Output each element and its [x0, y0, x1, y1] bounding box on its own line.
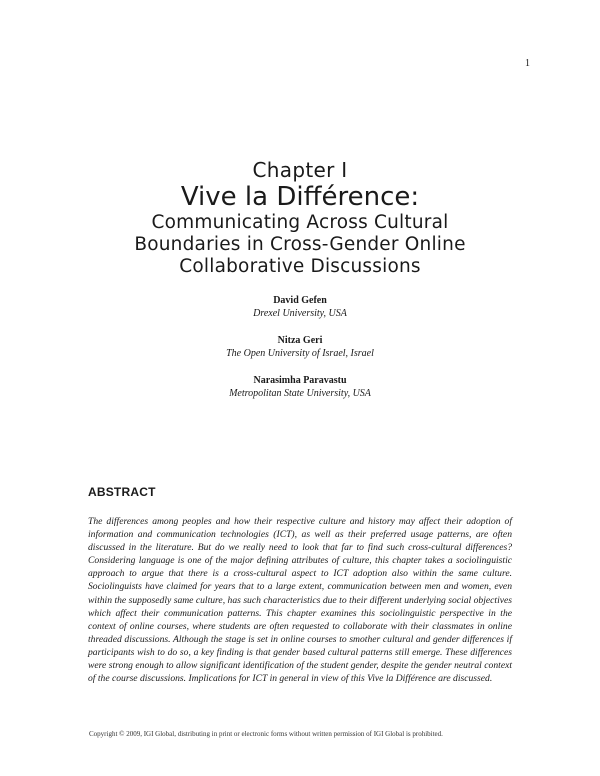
- chapter-subtitle-line: Boundaries in Cross-Gender Online: [134, 234, 466, 255]
- author: [0, 374, 600, 400]
- abstract-heading: ABSTRACT: [88, 485, 156, 499]
- author-name: Nitza Geri: [277, 335, 323, 346]
- author-affiliation: The Open University of Israel, Israel: [226, 348, 374, 359]
- author: [0, 334, 600, 360]
- chapter-label: Chapter I: [252, 158, 348, 182]
- chapter-title: Vive la Différence:: [180, 182, 420, 212]
- author-name: David Gefen: [273, 295, 327, 306]
- chapter-subtitle-line: Collaborative Discussions: [179, 256, 421, 277]
- page-number: 1: [525, 58, 530, 69]
- abstract-text: The differences among peoples and how their respective culture and history may affect their adoption of information and communication technologies (ICT), as well as their preferred usage patterns, are often discussed in the literature. But do we really need to look that far to find such cross-cultural differences? Considering language is one of the major defining attributes of culture, this chapter takes a sociolinguistic approach to argue that there is a cross-cultural aspect to ICT adoption also within the same culture. Sociolinguists have claimed for years that to a large extent, communication between men and women, even within the supposedly same culture, has such characteristics due to their different underlying social objectives which affect their communication patterns. This chapter examines this sociolinguistic perspective in the context of online courses, where students are often requested to collaborate with their classmates in online threaded discussions. Although the stage is set in online courses to smother cultural and gender differences if participants wish to do so, a key finding is that gender based cultural patterns still emerge. These differences were strong enough to allow significant identification of the student gender, despite the gender neutral context of the course discussions. Implications for ICT in general in view of this Vive la Différence are discussed.: [88, 516, 512, 685]
- chapter-subtitle-line: Communicating Across Cultural: [151, 212, 449, 233]
- author-affiliation: Drexel University, USA: [253, 308, 347, 319]
- chapter-heading: [0, 158, 600, 278]
- author-list: [0, 294, 600, 414]
- author-name: Narasimha Paravastu: [253, 375, 347, 386]
- author-affiliation: Metropolitan State University, USA: [229, 388, 371, 399]
- author: [0, 294, 600, 320]
- copyright-notice: Copyright © 2009, IGI Global, distributing in print or electronic forms without written permission of IGI Global is prohibited.: [89, 730, 443, 738]
